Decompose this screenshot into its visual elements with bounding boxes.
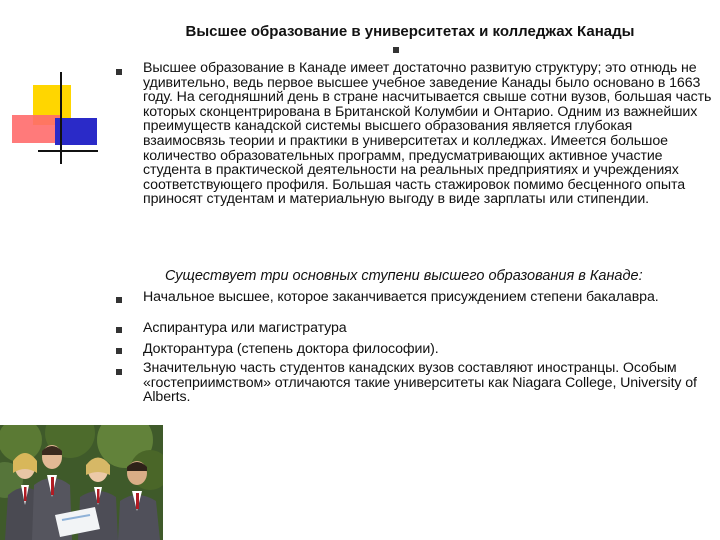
- bullet-icon: [116, 348, 122, 354]
- list-item: Начальное высшее, которое заканчивается присуждением степени бакалавра.: [143, 289, 659, 305]
- levels-intro: Существует три основных ступени высшего образования в Канаде:: [165, 268, 643, 284]
- slide-title: Высшее образование в университетах и колледжах Канады: [185, 23, 635, 40]
- bullet-icon: [116, 297, 122, 303]
- decorative-squares: [0, 0, 110, 170]
- list-item: Аспирантура или магистратура: [143, 320, 347, 336]
- main-paragraph: Высшее образование в Канаде имеет достаточно развитую структуру; это отнюдь не удивительно, ведь первое высшее учебное заведение Канады было основано в 1663 году. На сегодняшний день в стране насчитывается свыше сотни вузов, большая часть которых сконцентрирована в Британской Колумбии и Онтарио. Одним из важнейших преимуществ канадской системы высшего образования является глубокая взаимосвязь теории и практики в университетах и колледжах. Имеется большое количество образовательных программ, предусматривающих активное участие студента в практической деятельности на реальных предприятиях и учреждениях соответствующего профиля. Большая часть стажировок помимо бесценного опыта приносят студентам и материальную выгоду в виде зарплаты или стипендии.: [143, 60, 712, 208]
- list-item: Значительную часть студентов канадских вузов составляют иностранцы. Особым «гостеприимством» отличаются такие университеты как Niagara College, University of Alberts.: [143, 360, 697, 406]
- students-photo: [0, 425, 163, 540]
- list-item: Докторантура (степень доктора философии).: [143, 341, 439, 357]
- bullet-icon: [116, 369, 122, 375]
- bullet-icon: [116, 327, 122, 333]
- title-bullet-icon: [393, 47, 399, 53]
- bullet-icon: [116, 69, 122, 75]
- horizontal-line: [38, 150, 98, 152]
